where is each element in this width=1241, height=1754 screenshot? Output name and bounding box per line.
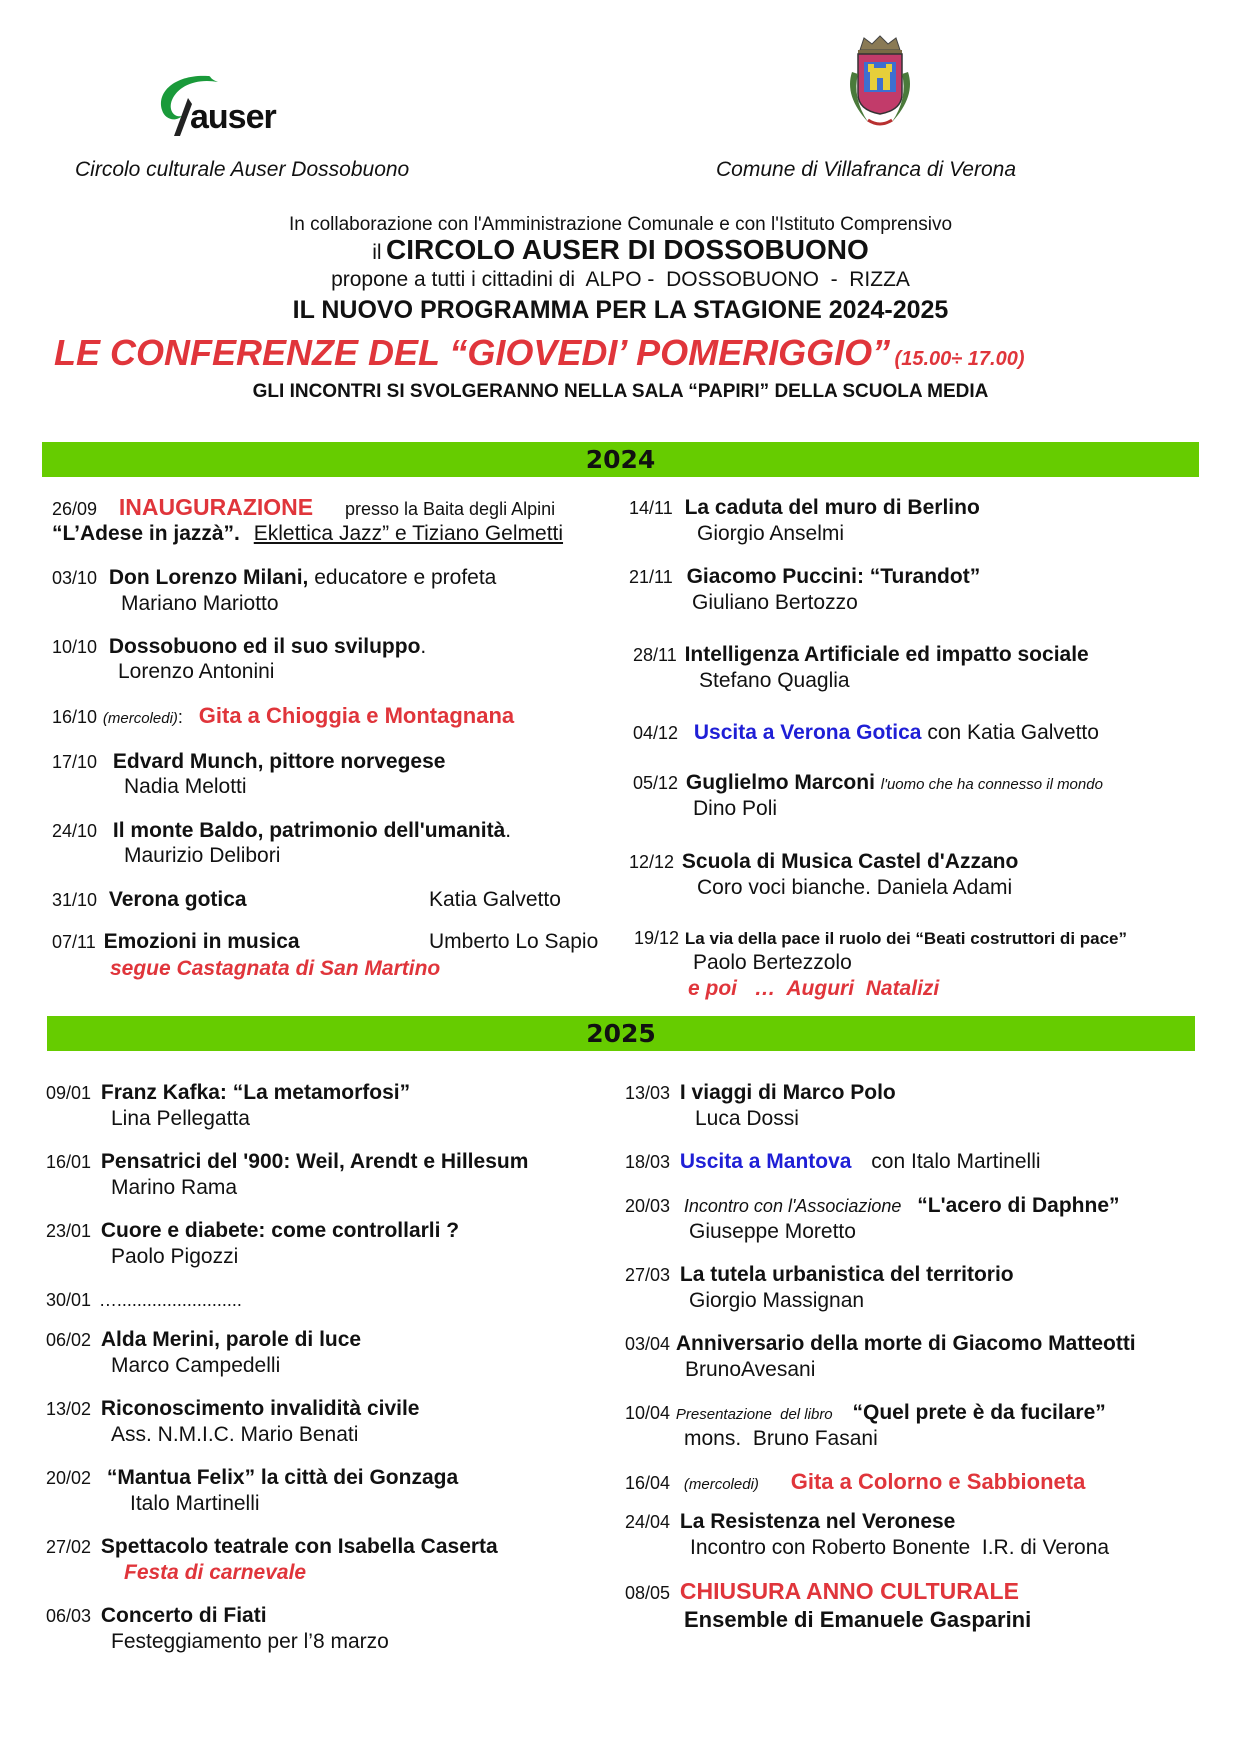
speaker: Lorenzo Antonini	[118, 660, 275, 683]
programma-title: IL NUOVO PROGRAMMA PER LA STAGIONE 2024-2025	[292, 296, 949, 324]
list-item: 20/02 “Mantua Felix” la città dei Gonzaga	[46, 1466, 459, 1489]
list-item: 06/02 Alda Merini, parole di luce	[46, 1328, 362, 1351]
list-item: 19/12 La via della pace il ruolo dei “Beati costruttori di pace”	[634, 928, 1128, 948]
list-item: 10/10 Dossobuono ed il suo sviluppo.	[52, 635, 427, 658]
speaker: Giuliano Bertozzo	[692, 591, 858, 614]
list-item: 12/12 Scuola di Musica Castel d'Azzano	[629, 850, 1019, 873]
list-item: 16/04 (mercoledi) Gita a Colorno e Sabbioneta	[625, 1469, 1086, 1494]
speaker: Giorgio Anselmi	[697, 522, 845, 545]
list-item: 09/01 Franz Kafka: “La metamorfosi”	[46, 1081, 411, 1104]
coat-of-arms-icon	[830, 32, 930, 132]
speaker: Luca Dossi	[695, 1107, 799, 1130]
list-item: 30/01 ….........................	[46, 1290, 242, 1310]
speaker: Paolo Bertezzolo	[693, 951, 852, 974]
speaker: Giorgio Massignan	[689, 1289, 865, 1312]
auser-logo	[148, 70, 288, 145]
list-item: 23/01 Cuore e diabete: come controllarli ?	[46, 1219, 460, 1242]
list-item: 06/03 Concerto di Fiati	[46, 1604, 267, 1627]
event-note: segue Castagnata di San Martino	[110, 957, 441, 980]
speaker: Mariano Mariotto	[121, 592, 279, 615]
circolo-title: CIRCOLO AUSER DI DOSSOBUONO	[386, 234, 869, 265]
year-2024-label: 2024	[585, 445, 656, 474]
circolo-line	[0, 234, 1241, 266]
speaker: Giuseppe Moretto	[689, 1220, 856, 1243]
speaker: Katia Galvetto	[429, 888, 561, 911]
year-2024-bar	[42, 442, 1199, 477]
speaker: Incontro con Roberto Bonente I.R. di Verona	[690, 1536, 1110, 1559]
right-caption: Comune di Villafranca di Verona	[716, 158, 1017, 181]
list-item: 07/11 Emozioni in musica	[52, 930, 300, 953]
speaker: mons. Bruno Fasani	[684, 1427, 878, 1450]
orario-text: (15.00÷ 17.00)	[894, 348, 1025, 370]
list-item: 05/12 Guglielmo Marconi l'uomo che ha connesso il mondo	[633, 771, 1103, 794]
speaker: Marco Campedelli	[111, 1354, 281, 1377]
speaker: Italo Martinelli	[130, 1492, 260, 1515]
list-item: 21/11 Giacomo Puccini: “Turandot”	[629, 565, 981, 588]
speaker: Festeggiamento per l’8 marzo	[111, 1630, 389, 1653]
year-2025-bar	[47, 1016, 1195, 1051]
propone-text: propone a tutti i cittadini di ALPO - DOSSOBUONO - RIZZA	[331, 268, 910, 291]
list-item: 20/03 Incontro con l'Associazione “L'acero di Daphne”	[625, 1194, 1120, 1217]
list-item: 17/10 Edvard Munch, pittore norvegese	[52, 750, 446, 773]
list-item: 03/04 Anniversario della morte di Giacomo Matteotti	[625, 1332, 1136, 1355]
speaker: Maurizio Delibori	[124, 844, 281, 867]
speaker: Lina Pellegatta	[111, 1107, 250, 1130]
speaker: Dino Poli	[693, 797, 778, 820]
conferenze-line	[54, 332, 1025, 374]
list-item: 18/03 Uscita a Mantova con Italo Martinelli	[625, 1150, 1041, 1173]
auser-logo-text: auser	[190, 98, 276, 136]
speaker: Nadia Melotti	[124, 775, 247, 798]
sala-text: GLI INCONTRI SI SVOLGERANNO NELLA SALA “PAPIRI” DELLA SCUOLA MEDIA	[252, 381, 989, 402]
list-item: 08/05 CHIUSURA ANNO CULTURALE	[625, 1578, 1019, 1604]
speaker: Stefano Quaglia	[699, 669, 850, 692]
year-2025-label: 2025	[586, 1019, 656, 1048]
circolo-prefix: il	[372, 241, 382, 264]
list-item: 24/04 La Resistenza nel Veronese	[625, 1510, 956, 1533]
speaker: BrunoAvesani	[685, 1358, 816, 1381]
list-item: 27/02 Spettacolo teatrale con Isabella Caserta	[46, 1535, 498, 1558]
list-item: 04/12 Uscita a Verona Gotica con Katia Galvetto	[633, 721, 1099, 744]
list-item: 13/02 Riconoscimento invalidità civile	[46, 1397, 420, 1420]
event-note: e poi … Auguri Natalizi	[688, 977, 940, 1000]
conferenze-title: LE CONFERENZE DEL “GIOVEDI’ POMERIGGIO”	[54, 332, 891, 373]
comune-coat-of-arms	[830, 32, 930, 132]
list-item: 10/04 Presentazione del libro “Quel prete è da fucilare”	[625, 1401, 1106, 1424]
speaker: Umberto Lo Sapio	[429, 930, 599, 953]
speaker: Paolo Pigozzi	[111, 1245, 239, 1268]
list-item: 16/01 Pensatrici del '900: Weil, Arendt e Hillesum	[46, 1150, 529, 1173]
speaker: Coro voci bianche. Daniela Adami	[697, 876, 1013, 899]
left-caption: Circolo culturale Auser Dossobuono	[75, 158, 410, 181]
list-item: 13/03 I viaggi di Marco Polo	[625, 1081, 896, 1104]
list-item: 31/10 Verona gotica	[52, 888, 247, 911]
list-item: 24/10 Il monte Baldo, patrimonio dell'umanità.	[52, 819, 512, 842]
speaker: Ass. N.M.I.C. Mario Benati	[111, 1423, 359, 1446]
list-item: 03/10 Don Lorenzo Milani, educatore e profeta	[52, 566, 497, 589]
collab-text: In collaborazione con l'Amministrazione Comunale e con l'Istituto Comprensivo	[288, 214, 953, 235]
list-item: 14/11 La caduta del muro di Berlino	[629, 496, 980, 519]
list-item: 26/09 INAUGURAZIONE presso la Baita degli Alpini	[52, 494, 556, 520]
list-item: “L’Adese in jazzà”. Eklettica Jazz” e Tiziano Gelmetti	[52, 522, 564, 545]
list-item: 28/11 Intelligenza Artificiale ed impatto sociale	[633, 643, 1089, 666]
list-item: 27/03 La tutela urbanistica del territorio	[625, 1263, 1014, 1286]
list-item: 16/10 (mercoledi): Gita a Chioggia e Montagnana	[52, 703, 515, 728]
event-note: Festa di carnevale	[124, 1561, 307, 1584]
speaker: Ensemble di Emanuele Gasparini	[684, 1607, 1032, 1632]
speaker: Marino Rama	[111, 1176, 238, 1199]
